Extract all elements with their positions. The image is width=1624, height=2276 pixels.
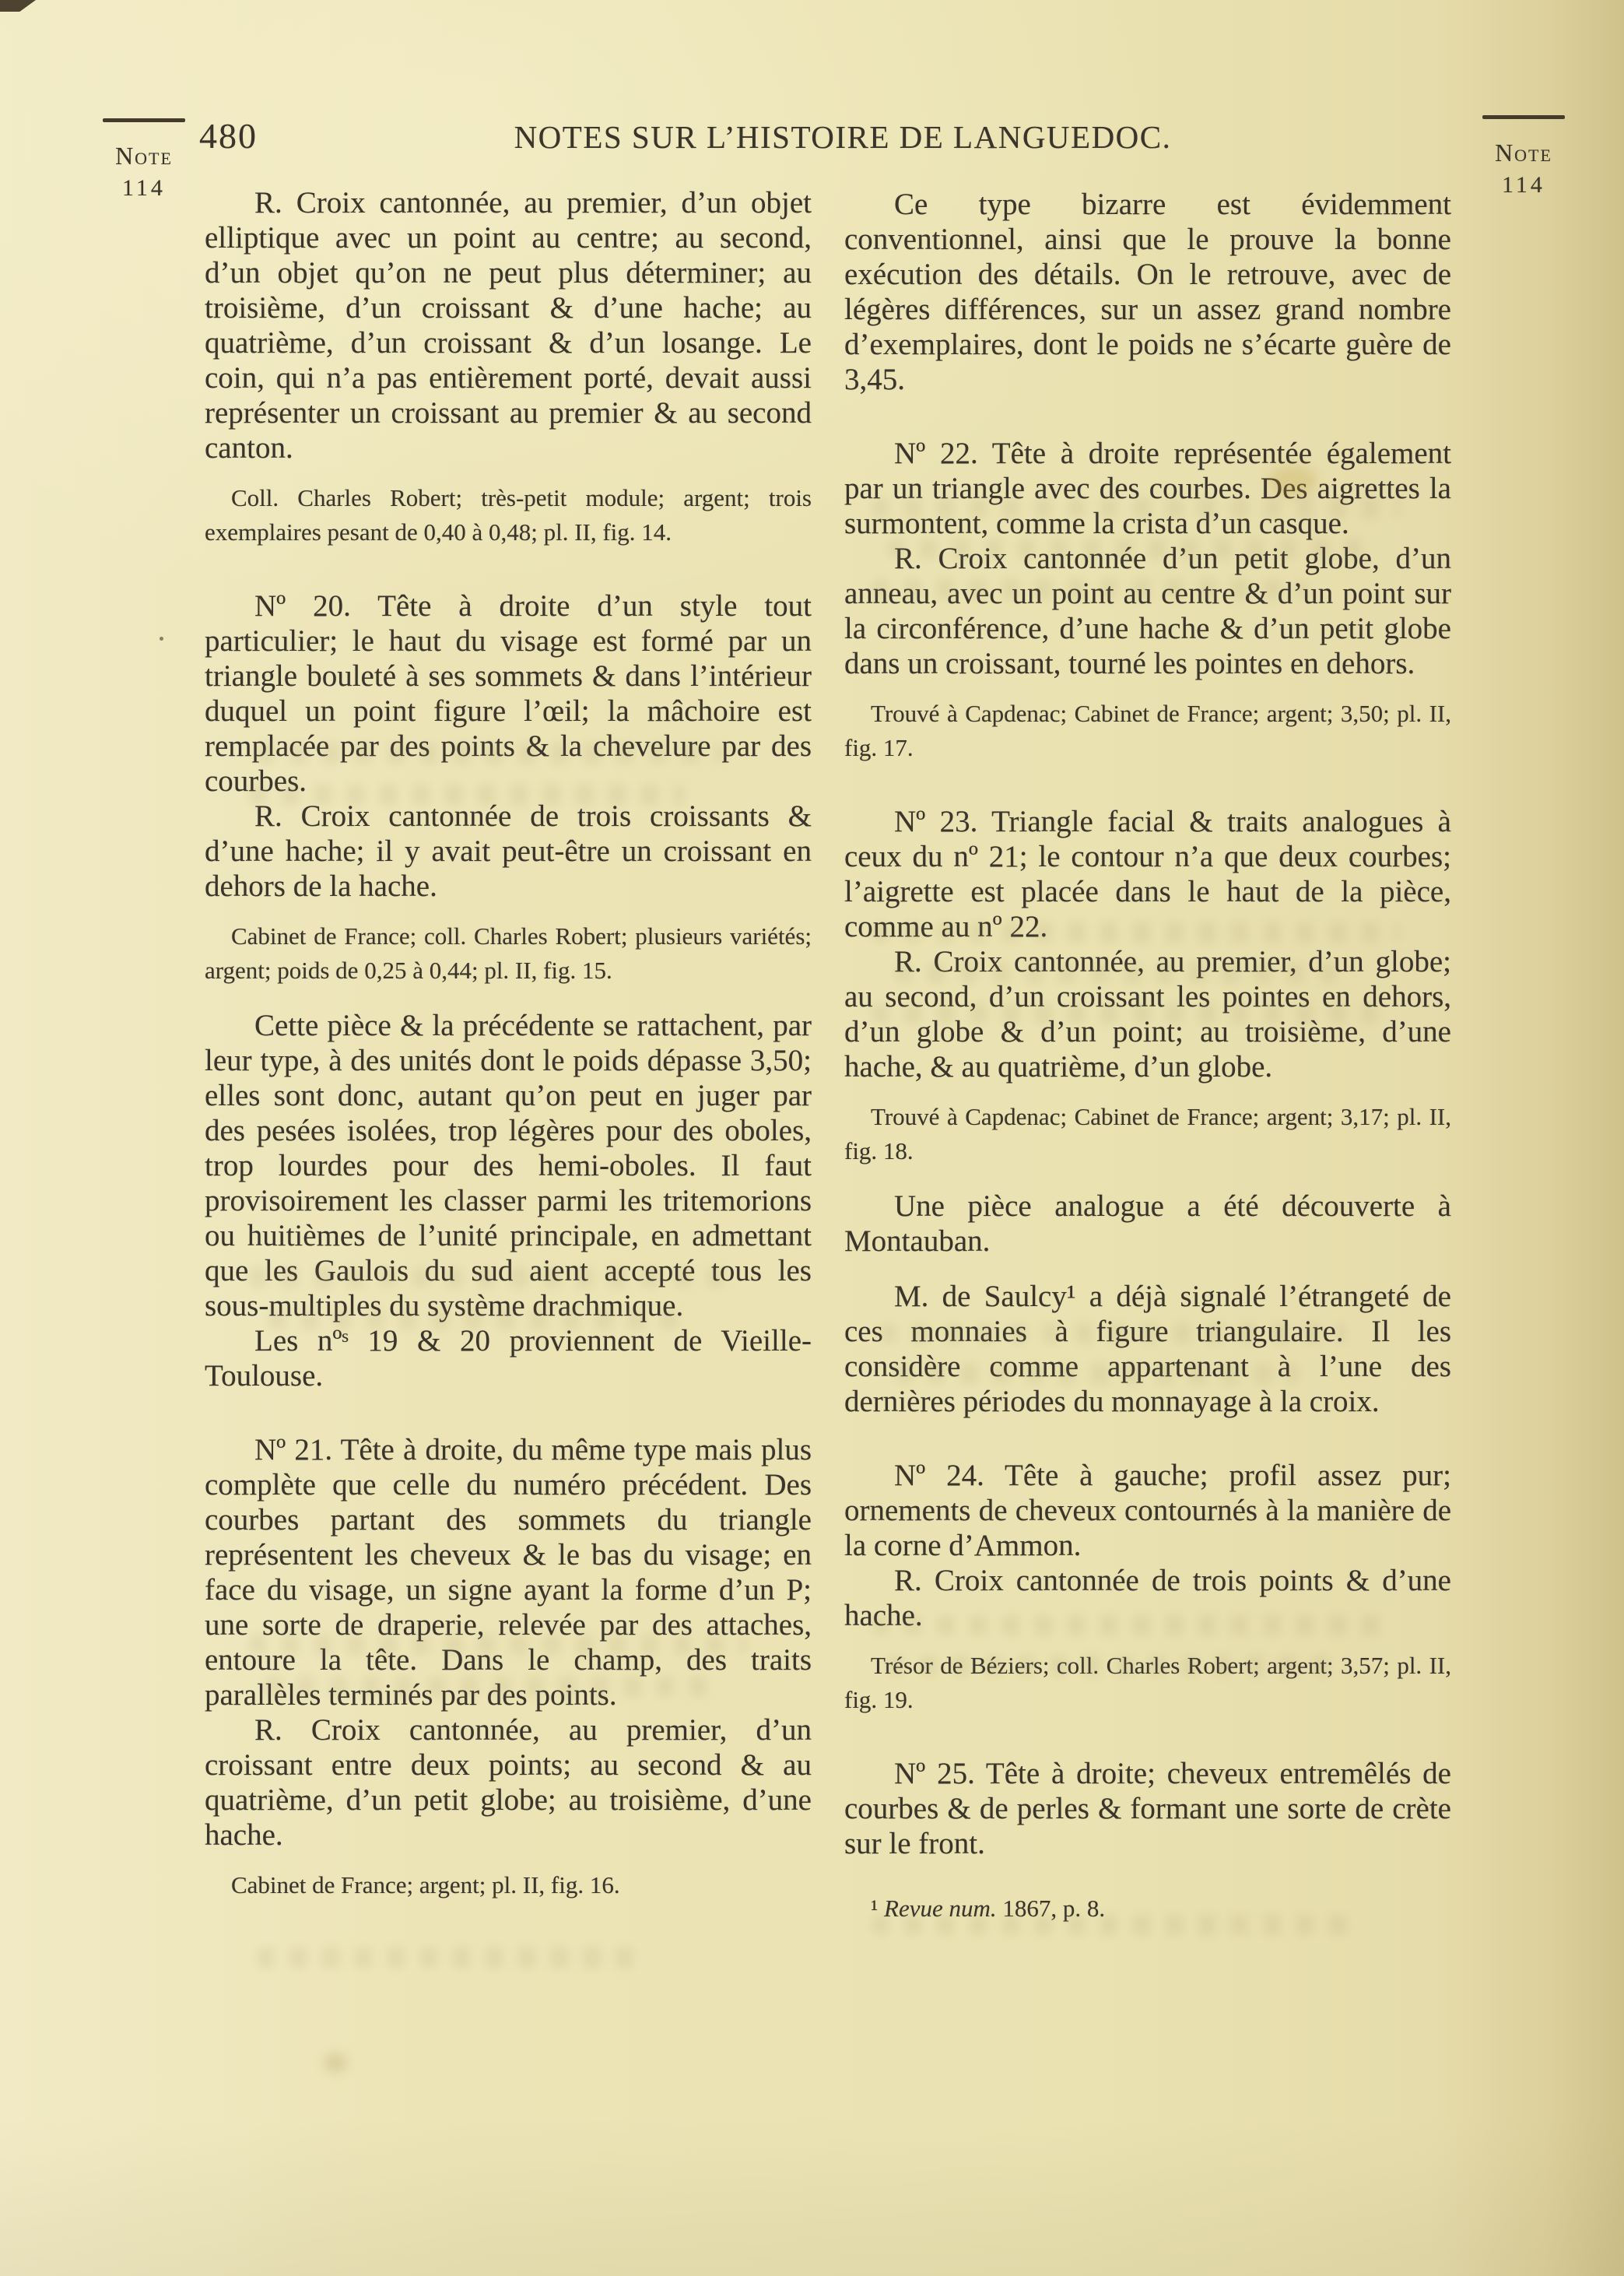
bleedthrough-smudge: [265, 1677, 708, 1697]
bleedthrough-smudge: [249, 1635, 747, 1655]
bleedthrough-smudge: [249, 785, 685, 805]
text-column-left: [205, 185, 812, 1918]
bleedthrough-smudge: [872, 579, 1307, 599]
footnote-marker: ¹: [871, 1895, 885, 1922]
body-paragraph: R. Croix cantonnée, au premier, d’un croissant entre deux points; au second & au quatrième, d’un petit globe; au troisième, d’une hache.: [205, 1713, 812, 1852]
page-number: 480: [199, 116, 258, 156]
ink-fleck: [160, 637, 163, 641]
bleedthrough-smudge: [268, 1309, 689, 1329]
bleedthrough-smudge: [895, 963, 1354, 983]
bleedthrough-smudge: [257, 743, 724, 764]
bleedthrough-smudge: [872, 922, 1401, 943]
margin-note-right: [1478, 115, 1570, 198]
body-paragraph: Nº 22. Tête à droite représentée également par un triangle avec des courbes. Des aigrettes la surmontent, comme la crista d’un casque.: [844, 437, 1451, 540]
margin-note-label: Note: [115, 142, 173, 170]
body-paragraph: R. Croix cantonnée de trois croissants & d’une hache; il y avait peut-être un croissant en dehors de la hache.: [205, 799, 812, 903]
margin-note-rule: [1482, 115, 1565, 119]
scan-corner-artifact: [0, 0, 36, 12]
running-title: NOTES SUR L’HISTOIRE DE LANGUEDOC.: [514, 119, 1172, 155]
body-paragraph: R. Croix cantonnée de trois points & d’une hache.: [844, 1564, 1451, 1632]
bleedthrough-smudge: [872, 1915, 1354, 1935]
bleedthrough-smudge: [872, 1615, 1385, 1635]
bleedthrough-smudge: [887, 1656, 1346, 1676]
body-paragraph: Les nºˢ 19 & 20 proviennent de Vieille-Toulouse.: [205, 1324, 812, 1393]
margin-note-rule: [103, 118, 185, 122]
body-paragraph: Une pièce analogue a été découverte à Montauban.: [844, 1189, 1451, 1258]
bleedthrough-smudge: [872, 498, 1401, 518]
body-paragraph: Nº 25. Tête à droite; cheveux entremêlés de courbes & de perles & formant une sorte de crète sur le front.: [844, 1757, 1451, 1860]
citation-paragraph: Cabinet de France; coll. Charles Robert; plusieurs variétés; argent; poids de 0,25 à 0,44; pl. II, fig. 15.: [205, 922, 812, 984]
paper-stain: [324, 2053, 347, 2072]
margin-note-number: 114: [1502, 172, 1545, 198]
body-paragraph: Ce type bizarre est évidemment conventionnel, ainsi que le prouve la bonne exécution des détails. On le retrouve, avec de légères différences, sur un assez grand nombre d’exemplaires, dont le poids ne s’écarte guère de 3,45.: [844, 188, 1451, 396]
citation-paragraph: Coll. Charles Robert; très-petit module; argent; trois exemplaires pesant de 0,40 à 0,48; pl. II, fig. 14.: [205, 484, 812, 546]
bleedthrough-smudge: [879, 1323, 1346, 1343]
body-paragraph: R. Croix cantonnée, au premier, d’un globe; au second, d’un croissant les pointes en dehors, d’un globe & d’un point; au troisième, d’une hache, & au quatrième, d’un globe.: [844, 945, 1451, 1084]
citation-paragraph: Trouvé à Capdenac; Cabinet de France; argent; 3,17; pl. II, fig. 18.: [844, 1103, 1451, 1164]
bleedthrough-smudge: [872, 1003, 1377, 1024]
margin-note-label: Note: [1495, 139, 1552, 167]
bleedthrough-smudge: [887, 539, 1370, 559]
bleedthrough-smudge: [249, 1267, 731, 1287]
footnote-work-title: Revue num.: [884, 1895, 997, 1922]
citation-paragraph: Trouvé à Capdenac; Cabinet de France; argent; 3,50; pl. II, fig. 17.: [844, 700, 1451, 761]
body-paragraph: M. de Saulcy¹ a déjà signalé l’étrangeté de ces monnaies à figure triangulaire. Il les considère comme appartenant à l’une des dernières périodes du monnayage à la croix.: [844, 1280, 1451, 1418]
body-paragraph: Nº 21. Tête à droite, du même type mais plus complète que celle du numéro précédent. Des courbes partant des sommets du triangle représentent les cheveux & le bas du visage; en face du visage, un signe ayant la forme d’un P; une sorte de draperie, relevée par des attaches, entoure la tête. Dans le champ, des traits parallèles terminés par des points.: [205, 1433, 812, 1712]
paper-stain: [1268, 465, 1317, 497]
bleedthrough-smudge: [895, 1364, 1300, 1384]
body-paragraph: Nº 20. Tête à droite d’un style tout particulier; le haut du visage est formé par un triangle bouleté à ses sommets & dans l’intérieur duquel un point figure l’œil; la mâchoire est remplacée par des points & la chevelure par des courbes.: [205, 589, 812, 798]
margin-note-left: [98, 118, 190, 202]
footnote-reference: 1867, p. 8.: [996, 1895, 1106, 1922]
body-paragraph: Nº 24. Tête à gauche; profil assez pur; ornements de cheveux contournés à la manière de la corne d’Ammon.: [844, 1459, 1451, 1562]
citation-paragraph: Trésor de Béziers; coll. Charles Robert; argent; 3,57; pl. II, fig. 19.: [844, 1652, 1451, 1713]
body-paragraph: R. Croix cantonnée, au premier, d’un objet elliptique avec un point au centre; au second, d’un objet qu’on ne peut plus déterminer; au troisième, d’un croissant & d’une hache; au quatrième, d’un croissant & d’un losange. Le coin, qui n’a pas entièrement porté, devait aussi représenter un croissant au premier & au second canton.: [205, 186, 812, 465]
body-paragraph: Cette pièce & la précédente se rattachent, par leur type, à des unités dont le poids dépasse 3,50; elles sont donc, autant qu’on peut en juger par des pesées isolées, trop légères pour des oboles, trop lourdes pour des hemi-oboles. Il faut provisoirement les classer parmi les tritemorions ou huitièmes de l’unité principale, en admettant que les Gaulois du sud aient accepté tous les sous-multiples du système drachmique.: [205, 1009, 812, 1322]
body-paragraph: R. Croix cantonnée d’un petit globe, d’un anneau, avec un point au centre & d’un point sur la circonférence, d’une hache & d’un petit globe dans un croissant, tourné les pointes en dehors.: [844, 542, 1451, 680]
citation-paragraph: Cabinet de France; argent; pl. II, fig. 16.: [231, 1871, 620, 1898]
body-paragraph: Nº 23. Triangle facial & traits analogues à ceux du nº 21; le contour n’a que deux courbes; l’aigrette est placée dans le haut de la pièce, comme au nº 22.: [844, 805, 1451, 943]
margin-note-number: 114: [122, 175, 166, 201]
bleedthrough-smudge: [257, 1948, 646, 1968]
